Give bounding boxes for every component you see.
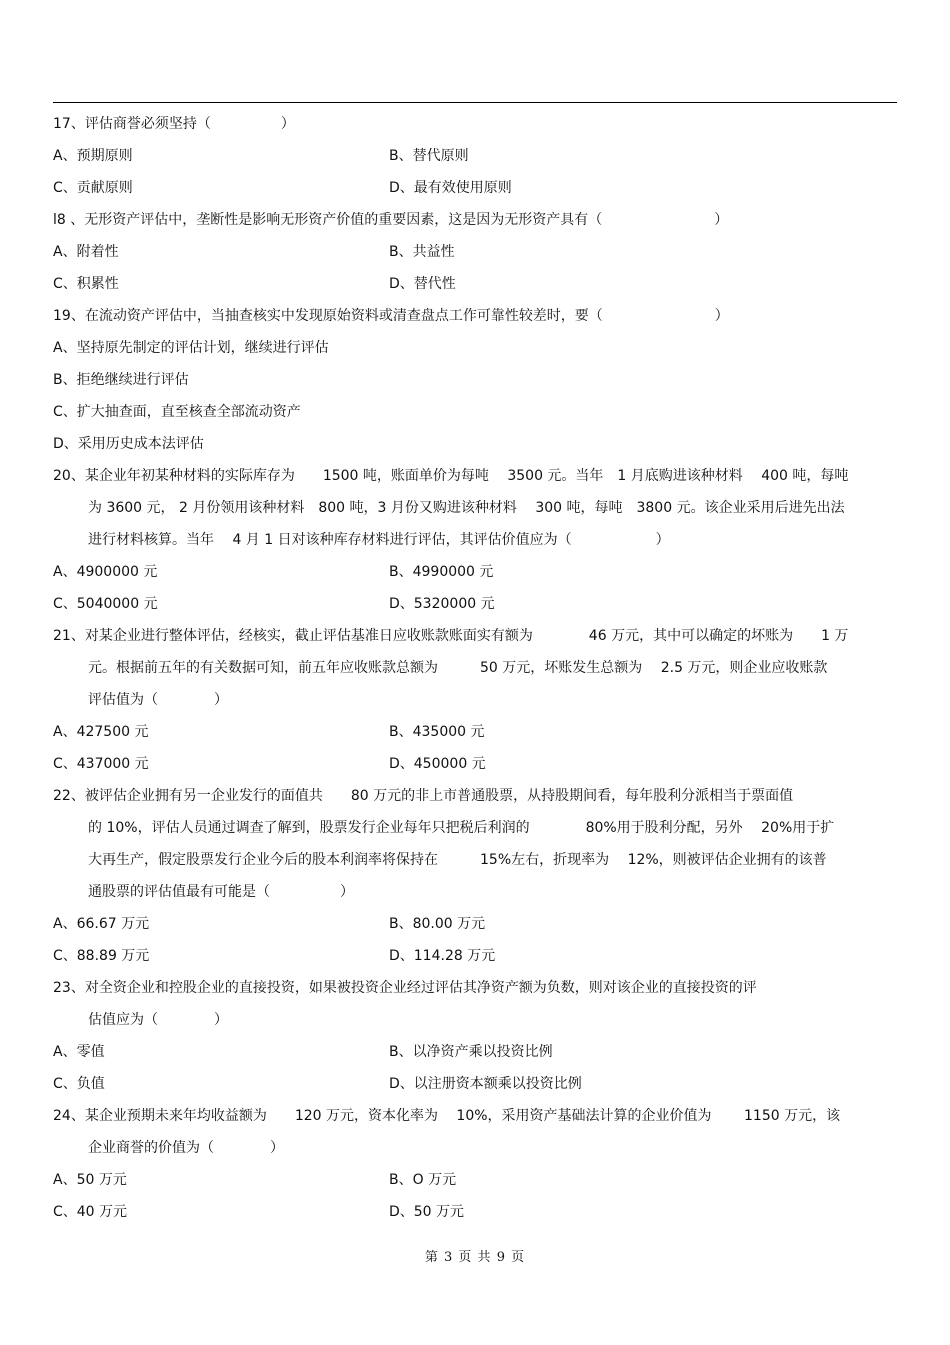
option-right: B、435000 元 xyxy=(389,724,485,740)
option-left: C、5040000 元 xyxy=(53,596,158,612)
question-line: 24、某企业预期未来年均收益额为 120 万元，资本化率为 10%，采用资产基础法计算的企业价值为 1150 万元，该 xyxy=(53,1108,841,1124)
option-right: D、450000 元 xyxy=(389,756,486,772)
option-right: D、114.28 万元 xyxy=(389,948,496,964)
question-continuation: 为 3600 元， 2 月份领用该种材料 800 吨，3 月份又购进该种材料 300 吨，每吨 3800 元。该企业采用后进先出法 xyxy=(88,500,845,516)
question-line: 21、对某企业进行整体评估，经核实，截止评估基准日应收账款账面实有额为 46 万元，其中可以确定的坏账为 1 万 xyxy=(53,628,849,644)
header-rule xyxy=(53,102,897,103)
option-row xyxy=(53,1041,897,1073)
question-line: C、扩大抽查面，直至核查全部流动资产 xyxy=(53,404,301,420)
question-line: 22、被评估企业拥有另一企业发行的面值共 80 万元的非上市普通股票，从持股期间看，每年股利分派相当于票面值 xyxy=(53,788,794,804)
option-left: A、预期原则 xyxy=(53,148,133,164)
option-row xyxy=(53,145,897,177)
option-left: A、零值 xyxy=(53,1044,105,1060)
option-left: C、贡献原则 xyxy=(53,180,133,196)
question-line: 20、某企业年初某种材料的实际库存为 1500 吨，账面单价为每吨 3500 元。当年 1 月底购进该种材料 400 吨，每吨 xyxy=(53,468,849,484)
question-continuation: 的 10%，评估人员通过调查了解到，股票发行企业每年只把税后利润的 80%用于股利分配，另外 20%用于扩 xyxy=(88,820,835,836)
question-line: 19、在流动资产评估中，当抽查核实中发现原始资料或清查盘点工作可靠性较差时，要（ ） xyxy=(53,308,729,324)
option-row xyxy=(53,945,897,977)
option-left: A、427500 元 xyxy=(53,724,149,740)
option-left: A、50 万元 xyxy=(53,1172,127,1188)
question-line: D、采用历史成本法评估 xyxy=(53,436,204,452)
option-right: D、50 万元 xyxy=(389,1204,465,1220)
question-continuation: 大再生产，假定股票发行企业今后的股本利润率将保持在 15%左右，折现率为 12%，则被评估企业拥有的该普 xyxy=(88,852,827,868)
option-left: A、附着性 xyxy=(53,244,119,260)
question-line: 17、评估商誉必须坚持（ ） xyxy=(53,116,295,132)
option-right: B、共益性 xyxy=(389,244,455,260)
option-row xyxy=(53,241,897,273)
option-row xyxy=(53,721,897,753)
question-continuation: 通股票的评估值最有可能是（ ） xyxy=(88,884,354,900)
question-continuation: 企业商誉的价值为（ ） xyxy=(88,1140,284,1156)
question-continuation: 估值应为（ ） xyxy=(88,1012,228,1028)
option-row xyxy=(53,753,897,785)
option-left: C、437000 元 xyxy=(53,756,149,772)
question-list xyxy=(53,113,897,1233)
question-line: 23、对全资企业和控股企业的直接投资，如果被投资企业经过评估其净资产额为负数，则对该企业的直接投资的评 xyxy=(53,980,757,996)
option-row xyxy=(53,177,897,209)
question-line: B、拒绝继续进行评估 xyxy=(53,372,189,388)
option-right: B、4990000 元 xyxy=(389,564,494,580)
option-row xyxy=(53,273,897,305)
option-right: D、最有效使用原则 xyxy=(389,180,512,196)
option-row xyxy=(53,593,897,625)
option-right: B、替代原则 xyxy=(389,148,469,164)
option-right: B、O 万元 xyxy=(389,1172,457,1188)
option-row xyxy=(53,1073,897,1105)
question-line: l8 、无形资产评估中，垄断性是影响无形资产价值的重要因素，这是因为无形资产具有（ ） xyxy=(53,212,729,228)
option-right: D、以注册资本额乘以投资比例 xyxy=(389,1076,582,1092)
option-row xyxy=(53,1201,897,1233)
question-continuation: 元。根据前五年的有关数据可知，前五年应收账款总额为 50 万元，坏账发生总额为 2.5 万元，则企业应收账款 xyxy=(88,660,828,676)
option-right: B、80.00 万元 xyxy=(389,916,486,932)
option-left: C、88.89 万元 xyxy=(53,948,150,964)
option-right: D、替代性 xyxy=(389,276,456,292)
option-left: C、40 万元 xyxy=(53,1204,128,1220)
question-continuation: 进行材料核算。当年 4 月 1 日对该种库存材料进行评估，其评估价值应为（ ） xyxy=(88,532,670,548)
option-row xyxy=(53,1169,897,1201)
option-row xyxy=(53,913,897,945)
option-right: D、5320000 元 xyxy=(389,596,495,612)
option-left: A、66.67 万元 xyxy=(53,916,150,932)
option-left: C、负值 xyxy=(53,1076,105,1092)
option-left: A、4900000 元 xyxy=(53,564,158,580)
option-left: C、积累性 xyxy=(53,276,119,292)
option-row xyxy=(53,561,897,593)
question-continuation: 评估值为（ ） xyxy=(88,692,228,708)
option-right: B、以净资产乘以投资比例 xyxy=(389,1044,553,1060)
page-footer: 第 3 页 共 9 页 xyxy=(424,1250,526,1265)
question-line: A、坚持原先制定的评估计划，继续进行评估 xyxy=(53,340,329,356)
